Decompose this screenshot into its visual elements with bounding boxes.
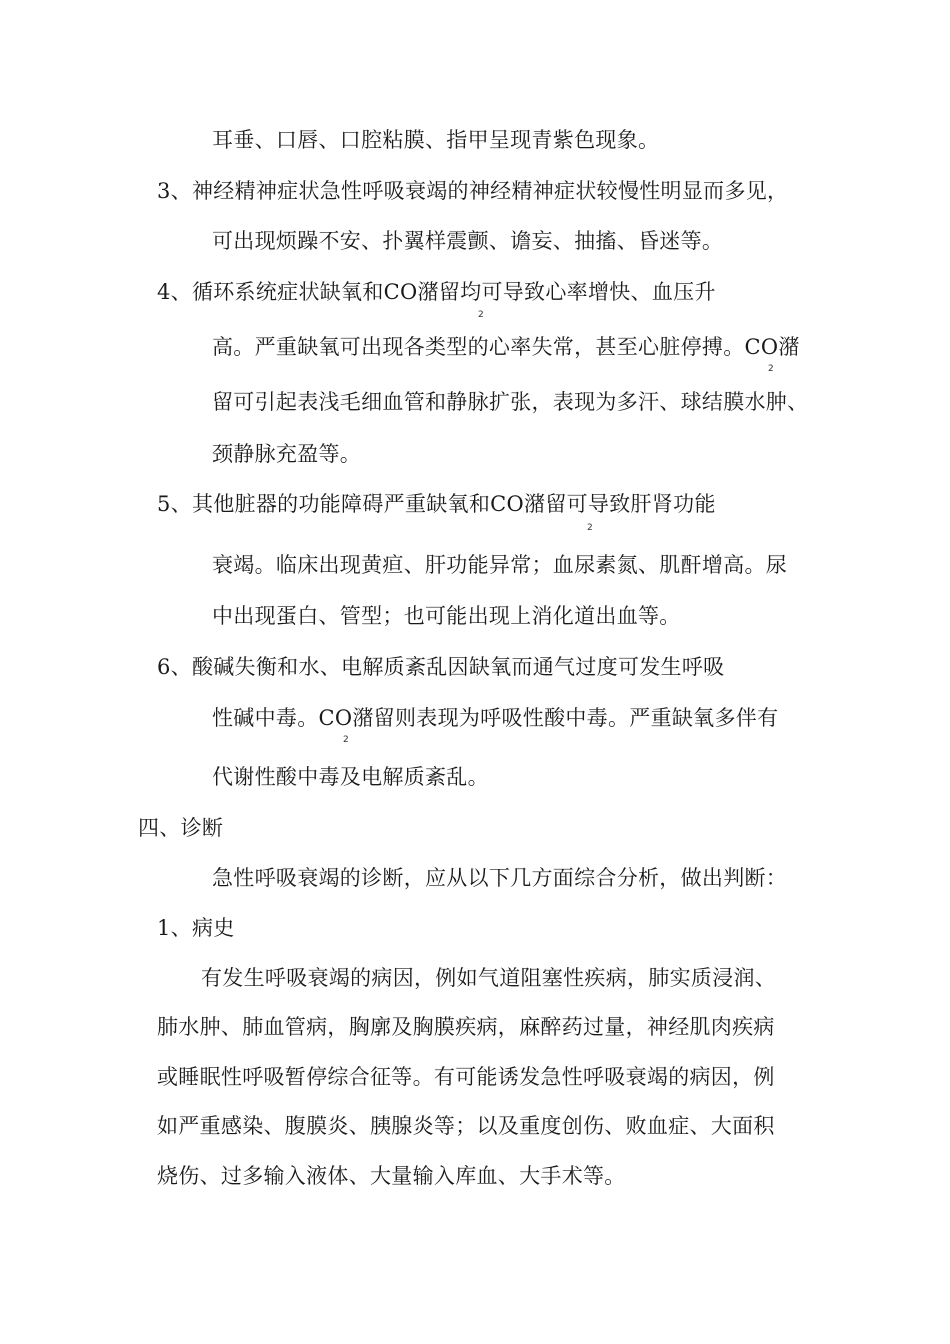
text-line: 烧伤、过多输入液体、大量输入库血、大手术等。 (157, 1164, 626, 1188)
subscript: 2 (768, 364, 774, 374)
subscript: 2 (478, 310, 484, 320)
list-item-heading: 4、循环系统症状缺氧和CO潴留均可导致心率增快、血压升 (157, 280, 716, 304)
text-line: 中出现蛋白、管型；也可能出现上消化道出血等。 (212, 604, 681, 628)
text-line: 高。严重缺氧可出现各类型的心率失常，甚至心脏停搏。CO潴 (212, 335, 800, 359)
text-line: 代谢性酸中毒及电解质紊乱。 (212, 765, 489, 789)
list-item-heading: 5、其他脏器的功能障碍严重缺氧和CO潴留可导致肝肾功能 (157, 492, 716, 516)
list-item-heading: 6、酸碱失衡和水、电解质紊乱因缺氧而通气过度可发生呼吸 (157, 655, 725, 679)
text-line: 留可引起表浅毛细血管和静脉扩张，表现为多汗、球结膜水肿、 (212, 390, 809, 414)
text-line: 有发生呼吸衰竭的病因，例如气道阻塞性疾病，肺实质浸润、 (201, 966, 777, 990)
text-line: 如严重感染、腹膜炎、胰腺炎等；以及重度创伤、败血症、大面积 (157, 1114, 775, 1138)
subscript: 2 (343, 735, 349, 745)
text-line: 肺水肿、肺血管病，胸廓及胸膜疾病，麻醉药过量，神经肌肉疾病 (157, 1015, 775, 1039)
text-line: 可出现烦躁不安、扑翼样震颤、谵妄、抽搐、昏迷等。 (212, 229, 724, 253)
subsection-heading: 1、病史 (157, 916, 235, 940)
text-line: 耳垂、口唇、口腔粘膜、指甲呈现青紫色现象。 (212, 128, 660, 152)
list-item-heading: 3、神经精神症状急性呼吸衰竭的神经精神症状较慢性明显而多见， (157, 179, 789, 203)
subscript: 2 (587, 523, 593, 533)
text-line: 颈静脉充盈等。 (212, 442, 362, 466)
text-line: 衰竭。临床出现黄疸、肝功能异常；血尿素氮、肌酐增高。尿 (212, 553, 788, 577)
text-line: 急性呼吸衰竭的诊断，应从以下几方面综合分析，做出判断： (212, 866, 788, 890)
text-line: 性碱中毒。CO潴留则表现为呼吸性酸中毒。严重缺氧多伴有 (212, 706, 779, 730)
text-line: 或睡眠性呼吸暂停综合征等。有可能诱发急性呼吸衰竭的病因，例 (157, 1065, 775, 1089)
section-heading: 四、诊断 (138, 816, 224, 840)
